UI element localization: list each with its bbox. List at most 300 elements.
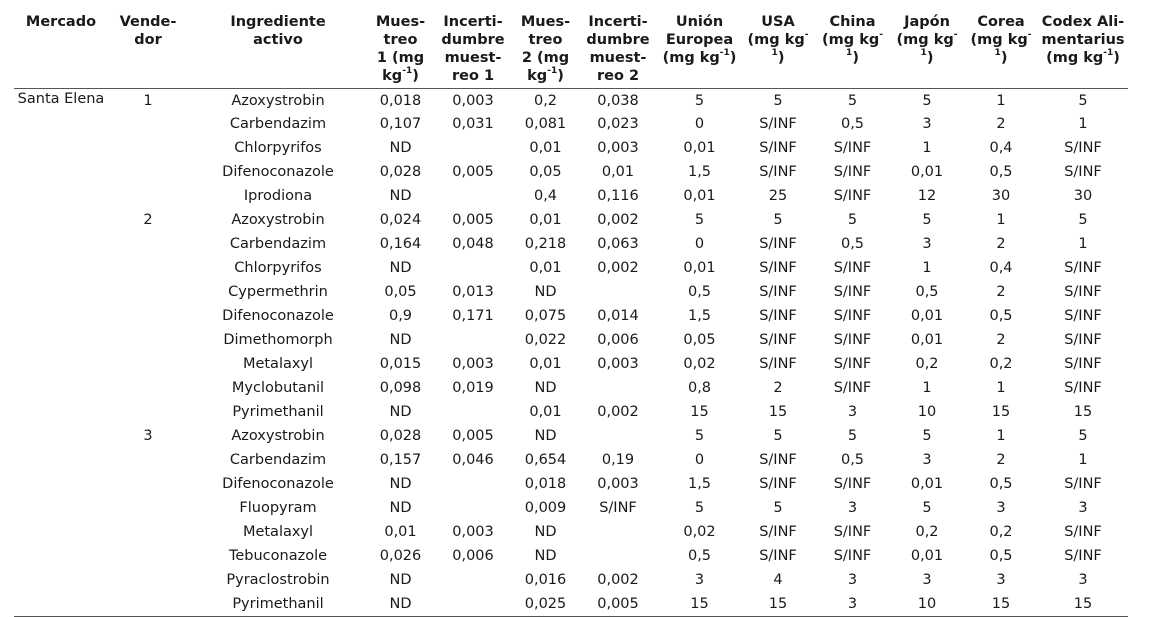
header-line: dor [134, 32, 162, 48]
cell-mercado [14, 136, 108, 160]
header-line: Incerti- [588, 14, 648, 30]
cell-mercado [14, 280, 108, 304]
table-row [14, 136, 1128, 160]
cell-corea: 1 [996, 427, 1006, 444]
cell-muestreo2: ND [534, 283, 557, 300]
header-vendedor [108, 8, 188, 89]
table-row [14, 160, 1128, 184]
cell-mercado [14, 352, 108, 376]
header-line: Japón [904, 14, 950, 30]
cell-ingrediente: Metalaxyl [242, 355, 314, 372]
cell-incert2 [578, 424, 658, 448]
cell-muestreo2: 0,018 [524, 475, 567, 492]
cell-usa: S/INF [759, 331, 797, 348]
cell-incert1: 0,013 [452, 283, 494, 300]
header-line: $kg^{-1}$) [382, 66, 419, 84]
cell-incert1 [433, 328, 513, 352]
cell-china: S/INF [833, 187, 872, 204]
cell-usa: S/INF [759, 163, 797, 180]
cell-usa: 4 [773, 571, 783, 588]
header-line: Ingrediente [230, 14, 326, 30]
header-ue [658, 8, 741, 89]
cell-incert2: 0,003 [597, 355, 639, 372]
cell-mercado [14, 592, 108, 617]
cell-ingrediente: Cypermethrin [228, 283, 328, 300]
header-line: 2 (mg [521, 50, 570, 66]
cell-corea: 0,5 [989, 307, 1013, 324]
cell-ingrediente: Dimethomorph [223, 331, 333, 348]
cell-incert2: 0,003 [597, 139, 639, 156]
cell-japon: 5 [922, 211, 932, 228]
cell-incert2 [578, 520, 658, 544]
cell-corea: 1 [996, 211, 1006, 228]
cell-mercado [14, 112, 108, 136]
cell-usa: 5 [773, 211, 783, 228]
header-line: Mues- [375, 14, 426, 30]
cell-vendedor [108, 112, 188, 136]
table-row [14, 448, 1128, 472]
header-line: treo [528, 32, 563, 48]
cell-mercado [14, 472, 108, 496]
cell-muestreo1: 0,05 [384, 283, 417, 300]
cell-incert2: 0,002 [597, 571, 639, 588]
table-row [14, 352, 1128, 376]
cell-codex: 3 [1078, 571, 1088, 588]
cell-corea: 15 [991, 403, 1011, 420]
cell-corea: 0,4 [989, 139, 1013, 156]
cell-muestreo2: ND [534, 547, 557, 564]
cell-ue: 0,02 [683, 355, 716, 372]
table-row [14, 112, 1128, 136]
cell-japon: 0,5 [915, 283, 939, 300]
cell-codex: S/INF [1064, 331, 1102, 348]
table-row [14, 89, 1128, 113]
cell-incert2: 0,006 [597, 331, 639, 348]
cell-ue: 0,5 [687, 283, 712, 300]
header-line: dumbre [441, 32, 505, 48]
cell-codex: 15 [1038, 592, 1128, 617]
cell-muestreo2: 0,01 [529, 139, 562, 156]
cell-vendedor [108, 160, 188, 184]
cell-corea: 30 [991, 187, 1011, 204]
cell-vendedor [108, 544, 188, 568]
cell-vendedor: 3 [143, 427, 153, 444]
header-line: Corea [977, 14, 1025, 30]
header-line: muest- [444, 50, 502, 66]
header-line: muest- [589, 50, 647, 66]
cell-incert1 [433, 136, 513, 160]
cell-corea: 2 [996, 235, 1006, 252]
cell-usa: S/INF [759, 451, 797, 468]
cell-china: 3 [847, 403, 858, 420]
header-line: Unión [675, 14, 724, 30]
cell-ue: 1,5 [687, 163, 712, 180]
cell-incert2: 0,19 [601, 451, 635, 468]
cell-incert2: 0,038 [597, 93, 639, 109]
cell-muestreo2: ND [534, 379, 557, 396]
cell-muestreo1: ND [389, 259, 412, 276]
cell-japon: 3 [922, 235, 932, 252]
cell-usa: 15 [768, 403, 788, 420]
cell-muestreo2: ND [534, 523, 557, 540]
header-line: reo 2 [596, 68, 640, 84]
cell-corea: 2 [996, 115, 1006, 132]
cell-muestreo2: 0,654 [524, 451, 567, 468]
cell-mercado [14, 424, 108, 448]
cell-china: 5 [847, 427, 858, 444]
cell-ingrediente: Tebuconazole [228, 547, 328, 564]
table-row [14, 376, 1128, 400]
cell-ingrediente: Carbendazim [229, 115, 327, 132]
cell-china: S/INF [833, 331, 872, 348]
cell-incert1 [433, 496, 513, 520]
cell-muestreo1: ND [389, 571, 412, 588]
header-incert1 [433, 8, 513, 89]
header-line: (mg kg- [747, 30, 809, 48]
header-line: (mg $kg^{-1}$) [1046, 48, 1120, 66]
cell-usa: S/INF [759, 475, 797, 492]
cell-china: 3 [815, 592, 890, 617]
cell-incert1: 0,003 [452, 355, 494, 372]
header-line: Incerti- [443, 14, 503, 30]
cell-china: S/INF [833, 355, 872, 372]
cell-japon: 0,2 [915, 523, 939, 540]
cell-corea: 0,5 [989, 163, 1013, 180]
cell-incert1: 0,006 [452, 547, 494, 564]
header-usa [741, 8, 815, 89]
cell-ue: 0 [694, 115, 705, 132]
cell-japon: 1 [922, 139, 932, 156]
cell-incert2: 0,002 [597, 259, 639, 276]
header-line: China [829, 14, 876, 30]
cell-ue: 0 [694, 451, 705, 468]
cell-ingrediente: Azoxystrobin [231, 211, 325, 228]
header-line: dumbre [586, 32, 650, 48]
cell-codex: 30 [1073, 187, 1093, 204]
cell-incert1: 0,003 [452, 93, 494, 109]
cell-mercado [14, 232, 108, 256]
header-muestreo1 [368, 8, 433, 89]
cell-usa: S/INF [759, 139, 797, 156]
cell-usa: S/INF [759, 523, 797, 540]
cell-muestreo2: 0,075 [524, 307, 567, 324]
cell-ingrediente: Chlorpyrifos [234, 139, 322, 156]
header-corea [964, 8, 1038, 89]
cell-japon: 0,01 [910, 163, 944, 180]
cell-muestreo1: 0,028 [379, 427, 422, 444]
header-line: Mercado [25, 14, 97, 30]
table-row [14, 184, 1128, 208]
cell-mercado [14, 304, 108, 328]
header-line: (mg kg- [970, 30, 1032, 48]
cell-ue: 0,5 [687, 547, 712, 564]
cell-usa: S/INF [759, 547, 797, 564]
cell-codex: S/INF [1064, 307, 1102, 324]
cell-codex: 3 [1078, 499, 1088, 516]
cell-usa: S/INF [759, 235, 797, 252]
cell-muestreo2: 0,4 [533, 187, 558, 204]
cell-incert1: 0,003 [452, 523, 494, 540]
header-muestreo2 [513, 8, 578, 89]
header-line: Mues- [520, 14, 571, 30]
cell-incert1: 0,005 [452, 211, 494, 228]
cell-ingrediente: Fluopyram [239, 499, 317, 516]
cell-muestreo1: ND [389, 499, 412, 516]
cell-ue: 0,01 [683, 187, 716, 204]
header-line: Europea [665, 32, 734, 48]
cell-corea: 1 [996, 379, 1006, 396]
cell-corea: 0,2 [989, 523, 1013, 540]
table-row [14, 256, 1128, 280]
cell-incert2 [578, 280, 658, 304]
header-line: (mg kg- [896, 30, 958, 48]
cell-vendedor [108, 328, 188, 352]
cell-muestreo1: 0,024 [379, 211, 422, 228]
cell-codex: S/INF [1064, 547, 1102, 564]
cell-ingrediente: Azoxystrobin [231, 93, 325, 109]
cell-japon: 12 [917, 187, 937, 204]
table-row [14, 520, 1128, 544]
cell-mercado [14, 376, 108, 400]
table-row [14, 304, 1128, 328]
cell-mercado [14, 496, 108, 520]
header-line: USA [761, 14, 795, 30]
cell-china: 0,5 [840, 115, 865, 132]
cell-usa: 5 [773, 499, 783, 516]
cell-vendedor [108, 304, 188, 328]
cell-japon: 5 [922, 427, 932, 444]
cell-muestreo2: 0,01 [529, 211, 562, 228]
cell-ingrediente: Difenoconazole [222, 307, 334, 324]
cell-muestreo1: ND [368, 592, 433, 617]
cell-incert1: 0,046 [452, 451, 494, 468]
cell-japon: 3 [922, 115, 932, 132]
cell-mercado [14, 328, 108, 352]
header-line: activo [253, 32, 303, 48]
cell-usa: 5 [773, 93, 783, 109]
cell-ue: 5 [694, 93, 705, 109]
cell-corea: 3 [996, 571, 1006, 588]
cell-usa: 2 [773, 379, 783, 396]
cell-ue: 5 [694, 211, 705, 228]
table-row [14, 232, 1128, 256]
cell-incert1 [433, 184, 513, 208]
cell-muestreo1: ND [389, 139, 412, 156]
cell-japon: 5 [922, 499, 932, 516]
cell-incert2: 0,005 [578, 592, 658, 617]
cell-incert2: 0,01 [601, 163, 635, 180]
cell-mercado [14, 448, 108, 472]
cell-vendedor [108, 520, 188, 544]
cell-japon: 10 [890, 592, 964, 617]
header-line: Codex Ali- [1041, 14, 1125, 30]
cell-ue: 0,8 [687, 379, 712, 396]
table-row [14, 472, 1128, 496]
cell-ue: 1,5 [687, 307, 712, 324]
cell-china: 5 [847, 211, 858, 228]
cell-incert1: 0,005 [452, 427, 494, 444]
cell-codex: S/INF [1064, 379, 1102, 396]
cell-china: 0,5 [840, 235, 865, 252]
cell-ingrediente: Metalaxyl [242, 523, 314, 540]
cell-incert1 [433, 472, 513, 496]
cell-ingrediente: Myclobutanil [231, 379, 325, 396]
cell-muestreo1: 0,098 [379, 379, 422, 396]
cell-japon: 0,01 [910, 547, 944, 564]
cell-ue: 1,5 [687, 475, 712, 492]
cell-muestreo1: 0,026 [379, 547, 422, 564]
cell-corea: 2 [996, 451, 1006, 468]
cell-china: S/INF [833, 475, 872, 492]
cell-vendedor [108, 232, 188, 256]
cell-codex: 5 [1078, 427, 1088, 444]
cell-ingrediente: Carbendazim [229, 235, 327, 252]
cell-china: 0,5 [840, 451, 865, 468]
header-row [14, 8, 1128, 89]
cell-china: S/INF [833, 283, 872, 300]
cell-incert1 [433, 256, 513, 280]
cell-mercado [14, 160, 108, 184]
table-row [14, 496, 1128, 520]
cell-muestreo1: ND [389, 403, 412, 420]
cell-muestreo1: 0,01 [384, 523, 417, 540]
cell-muestreo1: 0,015 [379, 355, 422, 372]
cell-incert2 [578, 544, 658, 568]
cell-incert1: 0,005 [452, 163, 494, 180]
cell-codex: 1 [1078, 235, 1088, 252]
cell-vendedor: 2 [143, 211, 153, 228]
cell-usa: S/INF [759, 355, 797, 372]
cell-muestreo1: ND [389, 331, 412, 348]
cell-vendedor [108, 400, 188, 424]
cell-ue: 15 [658, 592, 741, 617]
cell-china: S/INF [833, 139, 872, 156]
cell-china: S/INF [833, 523, 872, 540]
cell-corea: 3 [996, 499, 1006, 516]
cell-muestreo2: 0,2 [533, 93, 558, 109]
cell-vendedor [108, 136, 188, 160]
cell-codex: 5 [1078, 93, 1088, 109]
cell-incert2: 0,116 [597, 187, 639, 204]
cell-muestreo1: 0,9 [388, 307, 413, 324]
cell-codex: S/INF [1064, 163, 1102, 180]
cell-incert2: 0,063 [597, 235, 639, 252]
header-japon [890, 8, 964, 89]
header-line: $^1$) [846, 48, 859, 66]
cell-muestreo2: 0,016 [524, 571, 567, 588]
cell-incert1: 0,048 [452, 235, 494, 252]
cell-muestreo2: 0,01 [529, 355, 562, 372]
header-incert2 [578, 8, 658, 89]
cell-corea: 0,5 [989, 547, 1013, 564]
cell-japon: 0,01 [910, 331, 944, 348]
cell-codex: S/INF [1064, 475, 1102, 492]
cell-ue: 3 [694, 571, 705, 588]
cell-codex: 15 [1073, 403, 1093, 420]
cell-vendedor [108, 280, 188, 304]
cell-incert1: 0,019 [452, 379, 494, 396]
cell-japon: 3 [922, 571, 932, 588]
cell-muestreo2: 0,025 [513, 592, 578, 617]
cell-vendedor [108, 256, 188, 280]
cell-incert2 [578, 376, 658, 400]
cell-china: S/INF [833, 259, 872, 276]
cell-japon: 0,01 [910, 307, 944, 324]
cell-corea: 2 [996, 331, 1006, 348]
header-line: reo 1 [451, 68, 495, 84]
cell-ingrediente: Carbendazim [229, 451, 327, 468]
cell-corea: 15 [964, 592, 1038, 617]
cell-usa: S/INF [759, 115, 797, 132]
cell-codex: 1 [1078, 451, 1088, 468]
cell-incert2: 0,023 [597, 115, 639, 132]
header-line: (mg kg- [822, 30, 883, 48]
cell-japon: 0,01 [910, 475, 944, 492]
cell-ingrediente: Pyrimethanil [188, 592, 368, 617]
cell-china: S/INF [833, 307, 872, 324]
cell-ingrediente: Iprodiona [243, 187, 313, 204]
cell-china: S/INF [833, 379, 872, 396]
header-line: Vende- [119, 14, 177, 30]
cell-corea: 1 [996, 93, 1006, 109]
cell-ue: 0,01 [683, 139, 716, 156]
cell-usa: 25 [768, 187, 788, 204]
cell-incert2: S/INF [599, 499, 637, 516]
cell-incert2: 0,003 [597, 475, 639, 492]
cell-codex: S/INF [1064, 523, 1102, 540]
cell-china: S/INF [833, 547, 872, 564]
cell-incert1: 0,031 [452, 115, 494, 132]
cell-ingrediente: Difenoconazole [222, 475, 334, 492]
cell-ue: 5 [694, 499, 705, 516]
cell-usa: 15 [741, 592, 815, 617]
cell-japon: 0,2 [915, 355, 939, 372]
table-row [14, 544, 1128, 568]
cell-muestreo1: 0,018 [379, 93, 422, 109]
cell-muestreo2: ND [534, 427, 557, 444]
header-ingrediente [188, 8, 368, 89]
cell-vendedor [108, 496, 188, 520]
header-line: mentarius [1041, 32, 1125, 48]
cell-corea: 0,4 [989, 259, 1013, 276]
cell-muestreo1: 0,107 [379, 115, 422, 132]
header-line: 1 (mg [376, 50, 425, 66]
cell-japon: 5 [922, 93, 932, 109]
cell-corea: 0,2 [989, 355, 1013, 372]
cell-codex: S/INF [1064, 259, 1102, 276]
cell-codex: 5 [1078, 211, 1088, 228]
header-line: (mg $kg^{-1}$) [662, 48, 737, 66]
cell-usa: 5 [773, 427, 783, 444]
table-row [14, 592, 1128, 617]
cell-incert1: 0,171 [452, 307, 494, 324]
cell-muestreo2: 0,01 [529, 259, 562, 276]
table-header [14, 8, 1128, 89]
cell-muestreo2: 0,022 [524, 331, 567, 348]
header-mercado [14, 8, 108, 89]
cell-ingrediente: Pyrimethanil [232, 403, 324, 420]
cell-mercado [14, 184, 108, 208]
cell-incert2: 0,002 [597, 211, 639, 228]
cell-codex: S/INF [1064, 139, 1102, 156]
cell-ue: 0,01 [683, 259, 716, 276]
cell-china: 3 [847, 499, 858, 516]
header-codex [1038, 8, 1128, 89]
cell-incert1 [433, 592, 513, 617]
cell-ue: 0,05 [683, 331, 716, 348]
cell-mercado [14, 520, 108, 544]
cell-incert2: 0,014 [597, 307, 639, 324]
